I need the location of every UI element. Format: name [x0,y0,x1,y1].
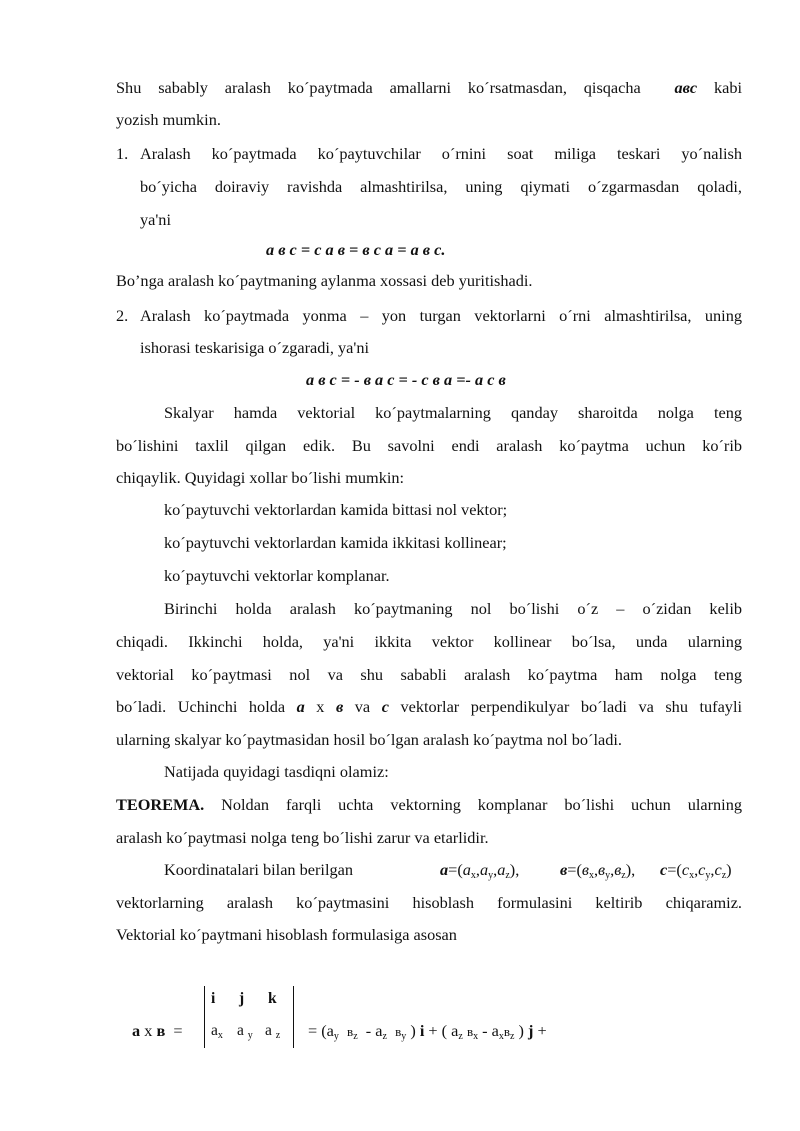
text-line: vektorlarning aralash ko´paytmasini hisoblash formulasini keltirib chiqaramiz. [116,893,742,912]
text-line: Vektorial ko´paytmani hisoblash formulasiga asosan [116,925,457,944]
text-line: Aralash ko´paytmada ko´paytuvchilar o´rnini soat miliga teskari yo´nalish [140,144,742,163]
matrix-ax: $a_x$ [211,1022,223,1041]
text-line: Birinchi holda aralash ko´paytmaning nol bo´lishi o´z – o´zidan kelib [164,599,742,618]
vector-product-symbol: авc [674,78,698,97]
theorem-label: TEOREMA. [116,795,205,814]
text-line: Bo’nga aralash ko´paytmaning aylanma xossasi deb yuritishadi. [116,271,533,290]
text-line: bo´yicha doiraviy ravishda almashtirilsa, uning qiymati o´zgarmasdan qoladi, [140,177,742,196]
cross-product-lhs: а x в = [132,1021,183,1040]
text-line: chiqaylik. Quyidagi xollar bo´lishi mumkin: [116,468,405,487]
theorem-line: TEOREMA. Noldan farqli uchta vektorning komplanar bo´lishi uchun ularning [116,795,742,814]
unit-vector-i: i [211,990,216,1007]
text-line: ishorasi teskarisiga o´zgaradi, ya'ni [140,338,369,357]
text-line: Skalyar hamda vektorial ko´paytmalarning qanday sharoitda nolga teng [164,403,742,422]
text-line: Natijada quyidagi tasdiqni olamiz: [164,762,389,781]
text-line: yozish mumkin. [116,110,221,129]
unit-vector-j: j [239,990,245,1007]
determinant-matrix [204,986,294,1048]
formula-anticommute: а в c = - в а c = - c в а =- а c в [306,370,506,389]
matrix-az: a $_z$ [265,1022,281,1041]
text-line: bo´lishini taxlil qilgan edik. Bu savolni endi aralash ko´paytma uchun ko´rib [116,436,742,455]
cross-product-rhs: = ($a_y$ $в_z - a_z$ $в_y$ ) i + ( $a_z$ $в_x - a_xв_z$ ) j + [308,1021,547,1042]
list-number: 2. [116,306,129,325]
text-line: ya'ni [140,210,171,229]
matrix-ay: a $_y$ [237,1022,253,1041]
case-item: ko´paytuvchi vektorlar komplanar. [164,566,390,585]
text-line: bo´ladi. Uchinchi holda а x в va c vektorlar perpendikulyar bo´ladi va shu tufayli [116,697,742,716]
coordinates-line: Koordinatalari bilan berilgan $а=(a_x,a_y,a_z)$, $в=(в_x,в_y,в_z)$, $c=(c_x,c_y,c_z)$ [164,860,732,881]
text-line: Aralash ko´paytmada yonma – yon turgan vektorlarni o´rni almashtirilsa, uning [140,306,742,325]
text-line: chiqadi. Ikkinchi holda, ya'ni ikkita vektor kollinear bo´lsa, unda ularning [116,632,742,651]
list-number: 1. [116,144,129,163]
case-item: ko´paytuvchi vektorlardan kamida ikkitasi kollinear; [164,533,507,552]
case-item: ko´paytuvchi vektorlardan kamida bittasi nol vektor; [164,500,508,519]
text-line: Shu sabably aralash ko´paytmada amallarni ko´rsatmasdan, qisqacha авc kabi [116,78,742,97]
text-line: ularning skalyar ko´paytmasidan hosil bo´lgan aralash ko´paytma nol bo´ladi. [116,730,622,749]
unit-vector-k: k [268,990,277,1007]
text-line: aralash ko´paytmasi nolga teng bo´lishi zarur va etarlidir. [116,828,489,847]
formula-cyclic: а в c = c а в = в c а = а в c. [266,240,446,259]
text-line: vektorial ko´paytmasi nol va shu sababli aralash ko´paytma ham nolga teng [116,665,742,684]
